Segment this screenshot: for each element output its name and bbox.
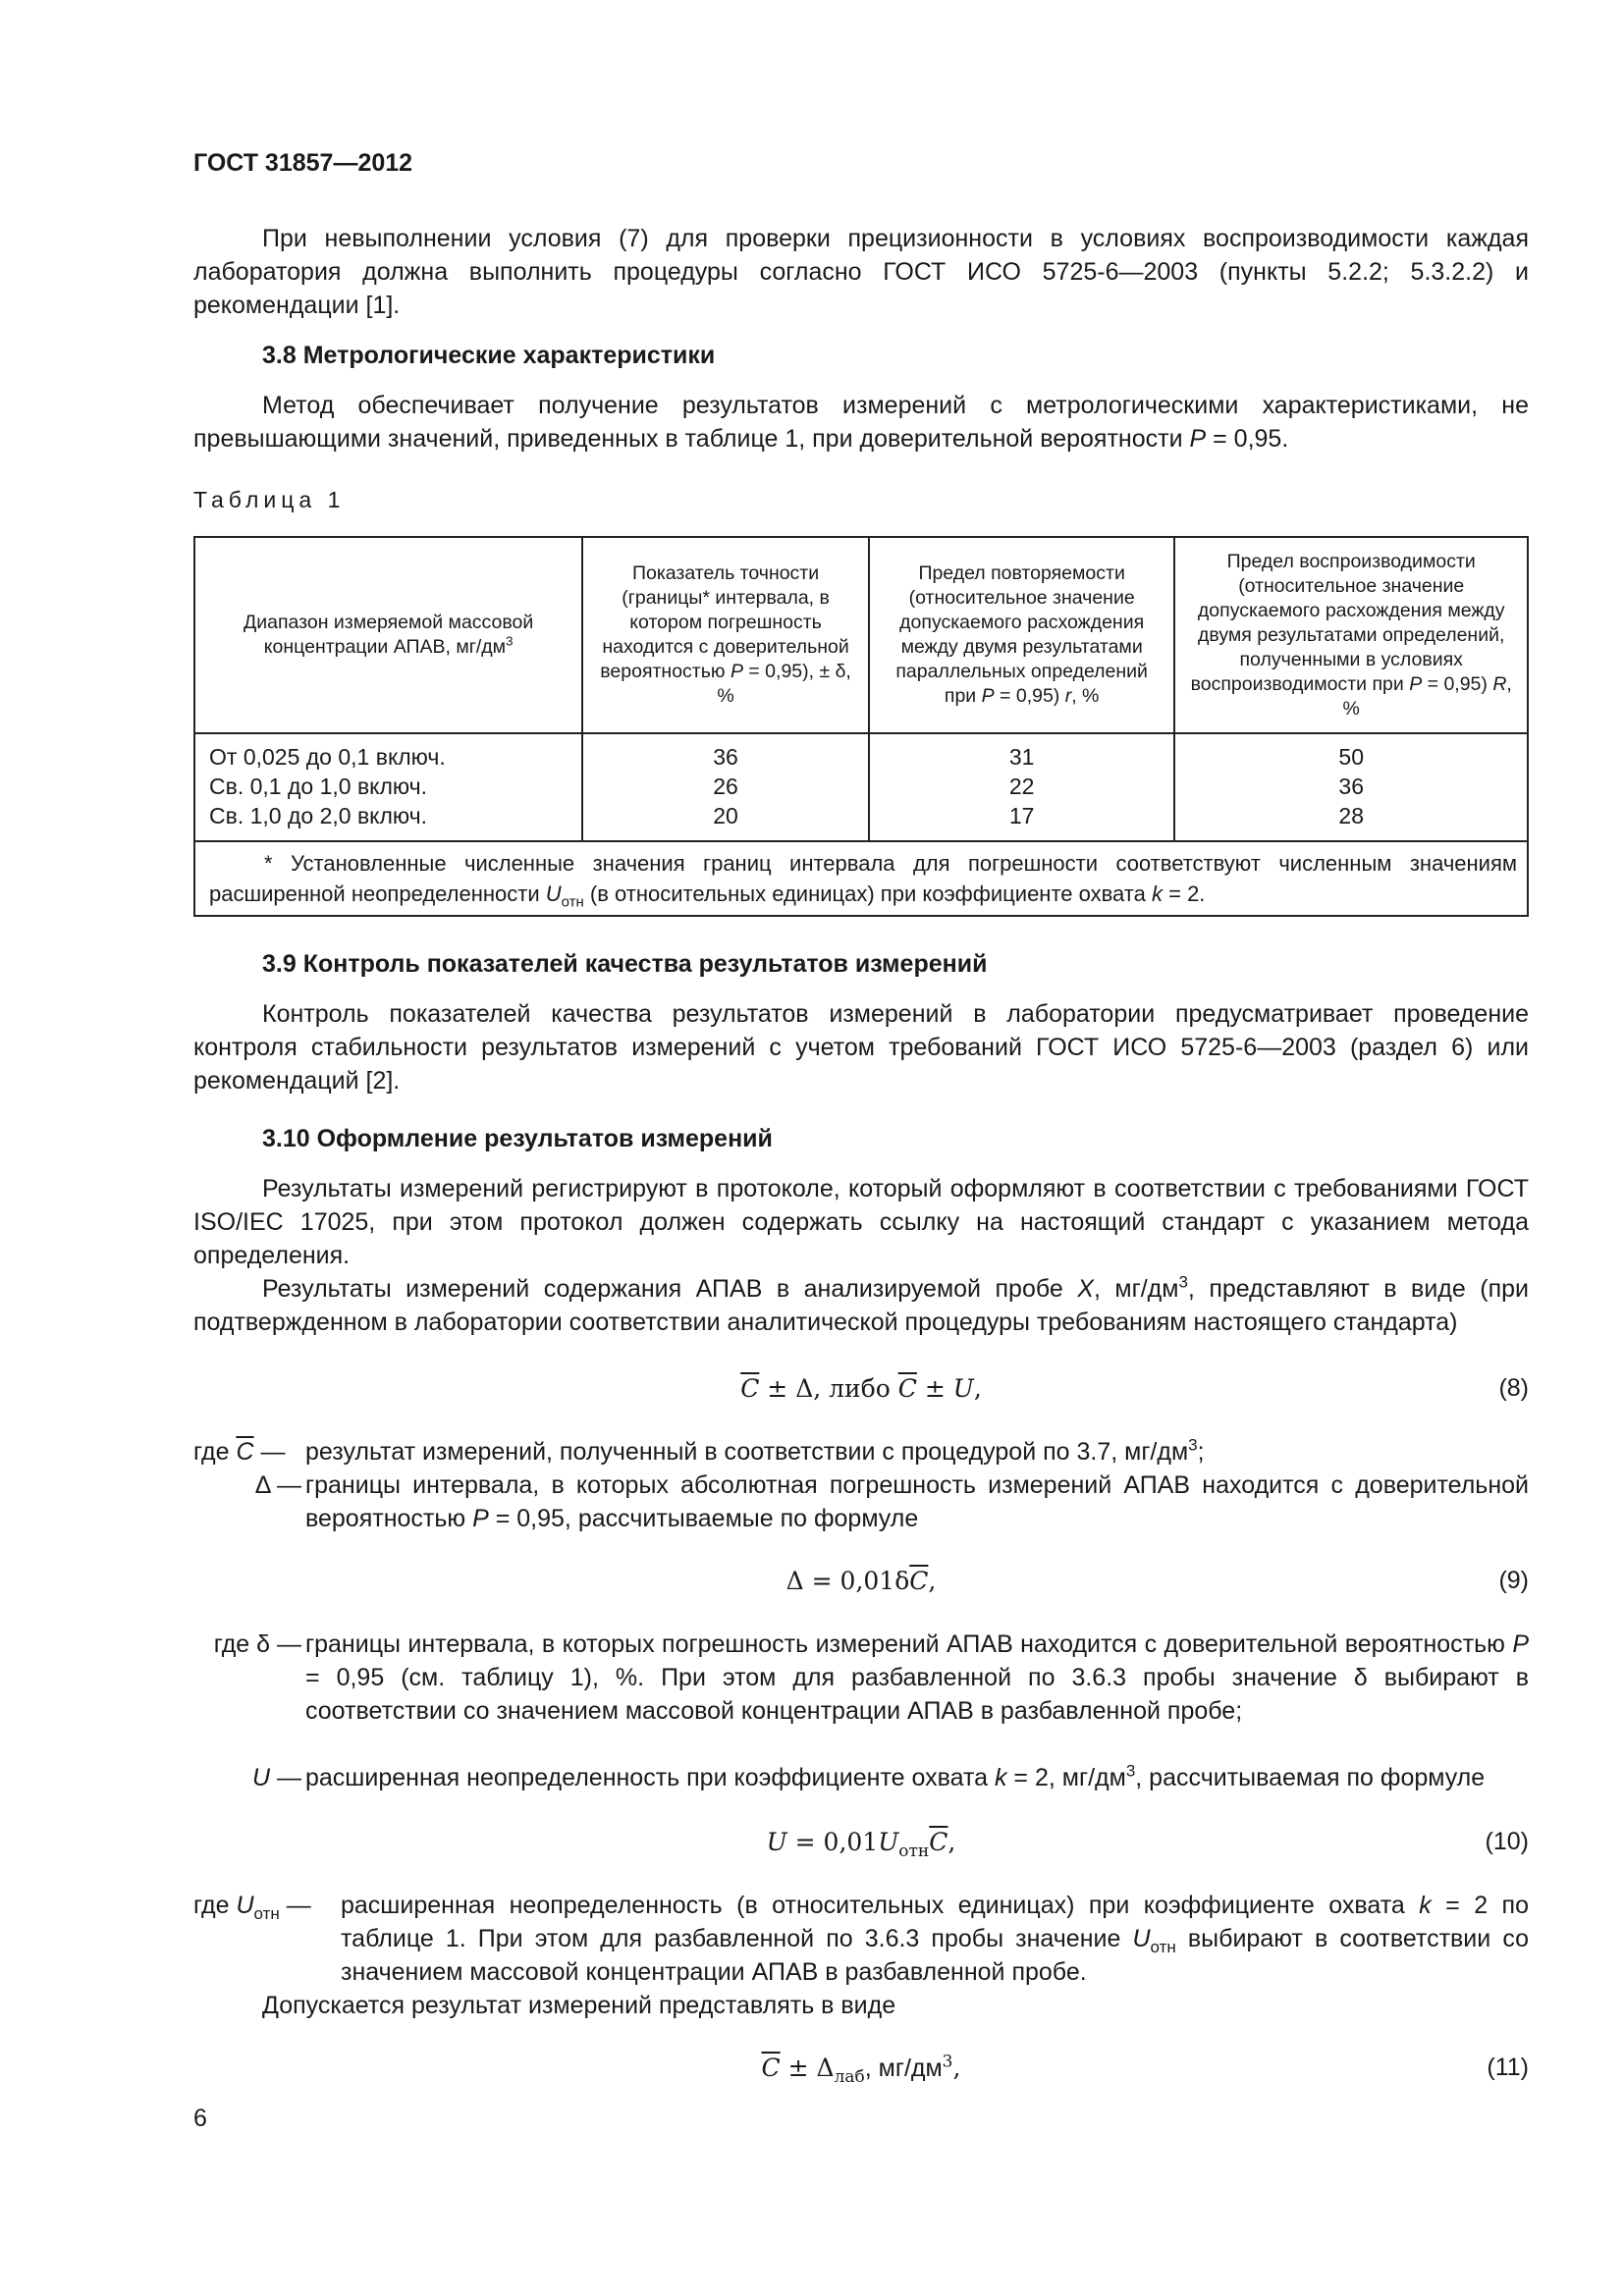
table-footnote: * Установленные численные значения границ интервала для погрешности соответствуют численным значениям расширенной неопределенности $U_{отн}$ (в относительных единицах) при коэффициенте охвата k = 2. — [194, 841, 1528, 916]
table-data-row — [194, 733, 1528, 841]
table-header-row — [194, 537, 1528, 733]
table-caption: Таблица 1 — [193, 487, 346, 512]
equation-number-10: (10) — [1485, 1828, 1529, 1855]
formula-10: $U = 0,01U_{отн}\overline{C}$, (10) — [766, 1828, 1529, 1861]
cell-delta: 36 26 20 — [582, 733, 869, 841]
definition-delta: Δ — границы интервала, в которых абсолютная погрешность измерений АПАВ находится с доверительной вероятностью P = 0,95, рассчитываемые по формуле — [254, 1471, 1529, 1532]
header-accuracy: Показатель точности (границы* интервала, в котором погрешность находится с доверительной вероятностью P = 0,95), ± δ, % — [582, 537, 869, 733]
standard-header: ГОСТ 31857—2012 — [193, 149, 413, 177]
section-3-10-title: 3.10 Оформление результатов измерений — [262, 1125, 773, 1152]
section-3-8-text: Метод обеспечивает получение результатов измерений с метрологическими характеристиками, не превышающими значений, приведенных в таблице 1, при доверительной вероятности P = 0,95. — [193, 392, 1529, 453]
section-3-10-text2: Результаты измерений содержания АПАВ в анализируемой пробе X, $мг/дм^3$, представляют в виде (при подтвержденном в лаборатории соответствии аналитической процедуры требованиям настоящего стандарта) — [193, 1272, 1530, 1336]
section-3-9-title: 3.9 Контроль показателей качества результатов измерений — [262, 950, 988, 978]
document-page — [193, 0, 1529, 2296]
definition-u: U — расширенная неопределенность при коэффициенте охвата k = 2, $мг/дм^3$, рассчитываемая по формуле — [251, 1761, 1486, 1791]
header-repeatability: Предел повторяемости (относительное значение допускаемого расхождения между двумя результатами параллельных определений при P = 0,95) r, % — [869, 537, 1175, 733]
cell-repeatability: 31 22 17 — [869, 733, 1175, 841]
intro-paragraph: При невыполнении условия (7) для проверки прецизионности в условиях воспроизводимости каждая лаборатория должна выполнить процедуры согласно ГОСТ ИСО 5725-6—2003 (пункты 5.2.2; 5.3.2.2) и рекомендации [1]. — [193, 225, 1529, 319]
header-reproducibility: Предел воспроизводимости (относительное значение допускаемого расхождения между двумя результатами определений, полученными в условиях воспроизводимости при P = 0,95) R, % — [1174, 537, 1528, 733]
section-3-10-text1: Результаты измерений регистрируют в протоколе, который оформляют в соответствии с требованиями ГОСТ ISO/IEC 17025, при этом протокол должен содержать ссылку на настоящий стандарт с указанием метода определения. — [193, 1175, 1529, 1269]
definition-c: где $\overline{C}$ — результат измерений, полученный в соответствии с процедурой по 3.7, $мг/дм^3$; — [193, 1435, 1205, 1466]
equation-number-9: (9) — [1498, 1567, 1529, 1594]
allow-text: Допускается результат измерений представлять в виде — [262, 1992, 896, 2019]
cell-ranges: От 0,025 до 0,1 включ. Св. 0,1 до 1,0 включ. Св. 1,0 до 2,0 включ. — [194, 733, 582, 841]
section-3-8-title: 3.8 Метрологические характеристики — [262, 342, 716, 369]
definition-u-otn: где $U_{отн}$ — расширенная неопределенность (в относительных единицах) при коэффициенте охвата k = 2 по таблице 1. При этом для разбавленной по 3.6.3 пробы значение $U_{отн}$ выбирают в соответствии со значением массовой концентрации АПАВ в разбавленной пробе. — [193, 1892, 1530, 1986]
equation-number-8: (8) — [1498, 1374, 1529, 1402]
cell-reproducibility: 50 36 28 — [1174, 733, 1528, 841]
header-range: Диапазон измеряемой массовой концентрации АПАВ, $мг/дм^3$ — [194, 537, 582, 733]
formula-9: $\Delta = 0,01\delta\overline{C}$, (9) — [785, 1567, 1529, 1595]
metrology-table — [193, 536, 1529, 917]
section-3-9-text: Контроль показателей качества результатов измерений в лаборатории предусматривает проведение контроля стабильности результатов измерений с учетом требований ГОСТ ИСО 5725-6—2003 (раздел 6) или рекомендаций [2]. — [193, 1000, 1529, 1095]
table-note-row — [194, 841, 1528, 916]
page-number: 6 — [193, 2105, 207, 2132]
formula-11: $\overline{C} \pm \Delta_{лаб}$, $мг/дм^3$, (11) — [761, 2052, 1529, 2087]
formula-8: $\overline{C} \pm \Delta$, либо $\overline{C} \pm U$, (8) — [740, 1374, 1529, 1403]
equation-number-11: (11) — [1487, 2054, 1529, 2081]
definition-small-delta: где δ — границы интервала, в которых погрешность измерений АПАВ находится с доверительной вероятностью P = 0,95 (см. таблицу 1), %. При этом для разбавленной по 3.6.3 пробы значение δ выбирают в соответствии со значением массовой концентрации АПАВ в разбавленной пробе; — [213, 1630, 1529, 1725]
